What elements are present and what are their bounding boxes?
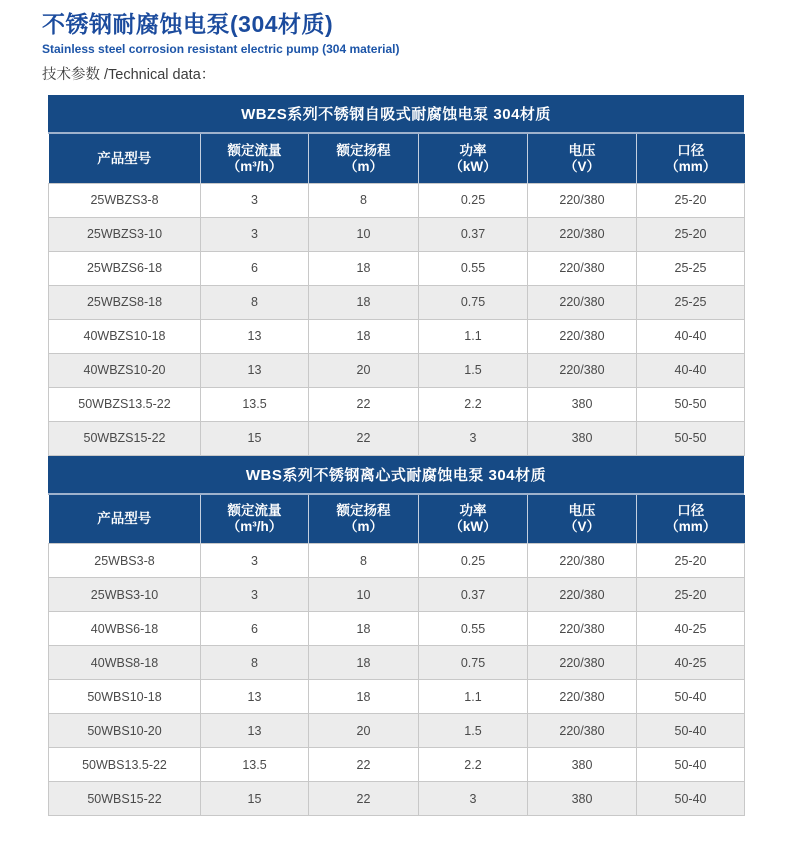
col-header-head: 额定扬程 （m） <box>309 134 419 183</box>
table-row <box>49 421 745 455</box>
table-row <box>49 251 745 285</box>
table-cell: 8 <box>201 285 309 319</box>
page-title: 不锈钢耐腐蚀电泵(304材质) <box>42 11 334 37</box>
table-cell: 40-25 <box>637 612 745 646</box>
table-cell: 18 <box>309 285 419 319</box>
table-cell: 220/380 <box>528 612 637 646</box>
table-cell: 40WBS8-18 <box>49 646 201 680</box>
table-cell: 13 <box>201 353 309 387</box>
table-row <box>49 387 745 421</box>
table-row <box>49 285 745 319</box>
table-cell: 15 <box>201 782 309 816</box>
table-cell: 18 <box>309 646 419 680</box>
table-cell: 220/380 <box>528 319 637 353</box>
table-cell: 40-40 <box>637 319 745 353</box>
wbs-table-body <box>49 544 745 816</box>
table-cell: 10 <box>309 578 419 612</box>
table-cell: 220/380 <box>528 714 637 748</box>
table-cell: 25WBZS3-8 <box>49 183 201 217</box>
table-cell: 25WBZS8-18 <box>49 285 201 319</box>
table-cell: 40WBZS10-18 <box>49 319 201 353</box>
table-cell: 50WBS13.5-22 <box>49 748 201 782</box>
table-cell: 25-20 <box>637 544 745 578</box>
table-cell: 18 <box>309 251 419 285</box>
table-cell: 25WBS3-10 <box>49 578 201 612</box>
col-header-voltage: 电压 （V） <box>528 134 637 183</box>
table-cell: 40-40 <box>637 353 745 387</box>
table-row <box>49 544 745 578</box>
table-cell: 1.1 <box>419 319 528 353</box>
table-title-wbs: WBS系列不锈钢离心式耐腐蚀电泵 304材质 <box>48 456 744 495</box>
table-cell: 10 <box>309 217 419 251</box>
table-cell: 22 <box>309 782 419 816</box>
table-row <box>49 217 745 251</box>
table-cell: 0.25 <box>419 544 528 578</box>
table-cell: 3 <box>201 183 309 217</box>
table-cell: 50-50 <box>637 421 745 455</box>
table-cell: 0.75 <box>419 285 528 319</box>
table-cell: 380 <box>528 748 637 782</box>
table-cell: 220/380 <box>528 285 637 319</box>
col-header-voltage: 电压 （V） <box>528 495 637 544</box>
spec-table-wbzs <box>48 95 744 456</box>
col-header-power: 功率 （kW） <box>419 495 528 544</box>
spec-table-wbs <box>48 456 744 817</box>
table-cell: 40WBS6-18 <box>49 612 201 646</box>
table-row <box>49 612 745 646</box>
table-row <box>49 578 745 612</box>
table-cell: 3 <box>201 217 309 251</box>
table-cell: 220/380 <box>528 183 637 217</box>
table-cell: 22 <box>309 387 419 421</box>
page-subtitle: Stainless steel corrosion resistant electric pump (304 material) <box>42 42 400 56</box>
table-cell: 2.2 <box>419 387 528 421</box>
table-cell: 25-20 <box>637 578 745 612</box>
table-cell: 50-40 <box>637 714 745 748</box>
table-cell: 2.2 <box>419 748 528 782</box>
col-header-flow: 额定流量 （m³/h） <box>201 495 309 544</box>
table-cell: 1.1 <box>419 680 528 714</box>
table-cell: 50WBS10-20 <box>49 714 201 748</box>
table-cell: 25WBS3-8 <box>49 544 201 578</box>
table-row <box>49 353 745 387</box>
table-cell: 50WBS10-18 <box>49 680 201 714</box>
wbzs-table-body <box>49 183 745 455</box>
table-cell: 1.5 <box>419 353 528 387</box>
table-cell: 50WBS15-22 <box>49 782 201 816</box>
table-title-wbzs: WBZS系列不锈钢自吸式耐腐蚀电泵 304材质 <box>48 95 744 134</box>
table-cell: 3 <box>201 578 309 612</box>
table-cell: 50-50 <box>637 387 745 421</box>
table-cell: 380 <box>528 782 637 816</box>
table-cell: 13 <box>201 714 309 748</box>
table-cell: 3 <box>419 782 528 816</box>
table-cell: 50-40 <box>637 782 745 816</box>
col-header-flow: 额定流量 （m³/h） <box>201 134 309 183</box>
col-header-head: 额定扬程 （m） <box>309 495 419 544</box>
table-cell: 25WBZS3-10 <box>49 217 201 251</box>
table-cell: 8 <box>309 544 419 578</box>
technical-data-label: 技术参数 /Technical data： <box>42 67 216 83</box>
table-cell: 380 <box>528 421 637 455</box>
table-cell: 1.5 <box>419 714 528 748</box>
table-cell: 220/380 <box>528 353 637 387</box>
table-cell: 220/380 <box>528 680 637 714</box>
table-cell: 220/380 <box>528 217 637 251</box>
table-cell: 0.55 <box>419 612 528 646</box>
table-cell: 25-20 <box>637 183 745 217</box>
table-cell: 13.5 <box>201 748 309 782</box>
table-cell: 40WBZS10-20 <box>49 353 201 387</box>
table-cell: 380 <box>528 387 637 421</box>
table-cell: 15 <box>201 421 309 455</box>
table-cell: 0.37 <box>419 217 528 251</box>
table-cell: 0.37 <box>419 578 528 612</box>
table-cell: 8 <box>309 183 419 217</box>
table-cell: 13.5 <box>201 387 309 421</box>
table-cell: 0.75 <box>419 646 528 680</box>
table-cell: 220/380 <box>528 646 637 680</box>
table-row <box>49 183 745 217</box>
table-row <box>49 782 745 816</box>
table-cell: 50-40 <box>637 748 745 782</box>
table-cell: 3 <box>201 544 309 578</box>
table-cell: 50WBZS15-22 <box>49 421 201 455</box>
table-cell: 18 <box>309 319 419 353</box>
table-row <box>49 646 745 680</box>
wbzs-table <box>48 134 745 456</box>
table-row <box>49 319 745 353</box>
table-cell: 22 <box>309 421 419 455</box>
doc-header <box>42 6 399 56</box>
wbzs-table-header <box>49 134 745 183</box>
table-cell: 20 <box>309 353 419 387</box>
table-cell: 25-25 <box>637 251 745 285</box>
table-cell: 18 <box>309 680 419 714</box>
col-header-power: 功率 （kW） <box>419 134 528 183</box>
table-cell: 25WBZS6-18 <box>49 251 201 285</box>
wbs-table-header <box>49 495 745 544</box>
table-cell: 6 <box>201 251 309 285</box>
col-header-diameter: 口径 （mm） <box>637 134 745 183</box>
col-header-model: 产品型号 <box>49 134 201 183</box>
table-row <box>49 748 745 782</box>
table-row <box>49 714 745 748</box>
table-cell: 25-25 <box>637 285 745 319</box>
table-cell: 13 <box>201 680 309 714</box>
table-cell: 18 <box>309 612 419 646</box>
table-cell: 0.55 <box>419 251 528 285</box>
table-cell: 0.25 <box>419 183 528 217</box>
table-cell: 40-25 <box>637 646 745 680</box>
table-cell: 20 <box>309 714 419 748</box>
col-header-diameter: 口径 （mm） <box>637 495 745 544</box>
table-row <box>49 680 745 714</box>
col-header-model: 产品型号 <box>49 495 201 544</box>
table-cell: 220/380 <box>528 251 637 285</box>
table-cell: 50-40 <box>637 680 745 714</box>
table-cell: 50WBZS13.5-22 <box>49 387 201 421</box>
table-cell: 6 <box>201 612 309 646</box>
table-cell: 13 <box>201 319 309 353</box>
wbs-table <box>48 495 745 817</box>
table-cell: 8 <box>201 646 309 680</box>
spec-tables <box>48 95 744 816</box>
table-cell: 220/380 <box>528 544 637 578</box>
table-cell: 3 <box>419 421 528 455</box>
table-cell: 220/380 <box>528 578 637 612</box>
table-cell: 25-20 <box>637 217 745 251</box>
table-cell: 22 <box>309 748 419 782</box>
